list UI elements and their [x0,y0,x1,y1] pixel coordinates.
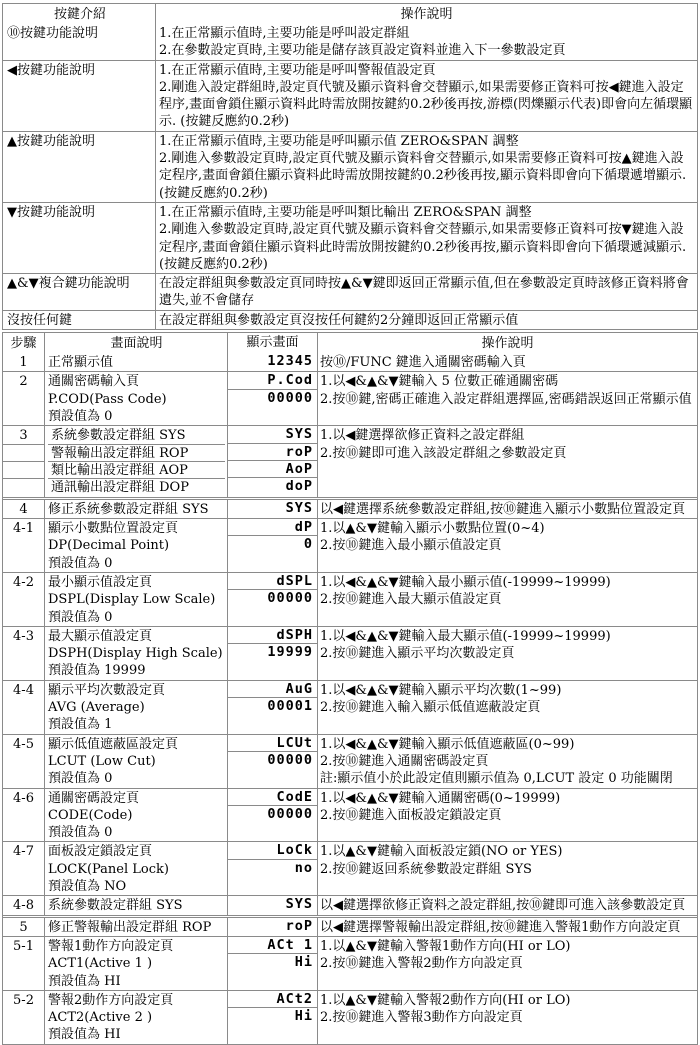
operation-line: 2.按⑩鍵進入通關密碼設定頁 [320,753,489,769]
display-cell [228,842,318,895]
step-row [3,990,697,1044]
display-cell [228,681,318,734]
screen-description-line: 通關密碼輸入頁 [48,374,140,390]
key-function-table [2,3,698,330]
step-row [3,841,697,895]
seven-segment-value: LoCk [228,842,317,859]
step-row [3,497,697,518]
key-name: ▲&▼複合鍵功能說明 [3,274,156,310]
seven-segment-value: 12345 [267,353,313,370]
operation-cell [318,842,697,895]
operation-line: 1.以◀&▲&▼鍵輸入 5 位數正確通關密碼 [320,374,559,390]
key-name: ⑩按鍵功能說明 [3,24,156,60]
steps-table-body [3,353,697,1044]
step-row [3,626,697,680]
seven-segment-value: AoP [228,461,317,478]
screen-description-cell [45,372,228,425]
operation-line: 2.按⑩鍵,密碼正確進入設定群組選擇區,密碼錯誤返回正常顯示值 [320,391,692,407]
screen-description-line: 修正系統參數設定群組 SYS [48,501,209,517]
screen-description-line: 通關密碼設定頁 [48,790,140,806]
display-cell [228,991,318,1044]
operation-cell [318,372,697,425]
key-description [156,274,697,310]
operation-line: 1.以◀&▲&▼鍵輸入通關密碼(0~19999) [320,790,561,806]
screen-description-line: 預設值為 0 [48,408,113,424]
operation-line: 2.按⑩鍵進入警報2動作方向設定頁 [320,956,523,972]
description-line: 在設定群組與參數設定頁沒按任何鍵約2分鐘即返回正常顯示值 [159,312,519,328]
seven-segment-value: 00000 [267,805,313,822]
step-subcell: 3 [3,427,44,444]
screen-description-cell [45,918,228,936]
screen-description-line: 修正警報輸出設定群組 ROP [48,919,212,935]
seven-segment-value: Hi [294,1008,313,1025]
seven-segment-value: no [294,859,313,876]
screen-description-cell [45,627,228,680]
step-cell: 4-2 [3,573,45,626]
step-subcell [3,445,44,462]
key-description [156,132,697,202]
operation-line: 2.按⑩鍵即可進入該設定群組之參數設定頁 [320,445,567,461]
screen-description-cell [45,991,228,1044]
description-line: 1.在正常顯示值時,主要功能是呼叫類比輸出 ZERO&SPAN 調整 [159,204,532,220]
step-cell: 4-4 [3,681,45,734]
operation-line: 1.以▲&▼鍵輸入顯示小數點位置(0~4) [320,521,545,537]
step-row [3,680,697,734]
column-header-step: 步驟 [3,333,45,353]
seven-segment-value: SYS [285,499,313,516]
display-cell [228,519,318,572]
screen-description-cell [45,681,228,734]
step-cell [3,426,45,497]
operation-cell [318,991,697,1044]
seven-segment-value: ACt 1 [228,937,317,954]
seven-segment-value: ACt2 [228,991,317,1008]
step-cell: 4-8 [3,896,45,914]
description-line: 2.在參數設定頁時,主要功能是儲存該頁設定資料並進入下一參數設定頁 [159,43,566,59]
key-description [156,61,697,131]
seven-segment-value: AuG [228,681,317,698]
key-name: 沒按任何鍵 [3,311,156,329]
key-name: ◀按鍵功能說明 [3,61,156,131]
description-line: 1.在正常顯示值時,主要功能是呼叫設定群組 [159,26,410,41]
screen-description-cell [45,519,228,572]
column-header-key-intro: 按鍵介紹 [3,4,156,24]
key-table-row [3,310,697,329]
operation-line: 以◀鍵選擇系統參數設定群組,按⑩鍵進入顯示小數點位置設定頁 [320,501,686,517]
screen-description-line: 預設值為 0 [48,825,113,841]
screen-description-line: 顯示低值遮蔽區設定頁 [48,736,179,752]
step-cell: 4-3 [3,627,45,680]
screen-description-line: 預設值為 HI [48,973,121,989]
display-cell [228,735,318,788]
screen-description-line: 預設值為 1 [48,717,113,733]
description-line: 在設定群組與參數設定頁同時按▲&▼鍵即返回正常顯示值,但在參數設定頁時該修正資料將會遺失,並不會儲存 [159,276,689,309]
operation-line: 2.按⑩鍵進入顯示平均次數設定頁 [320,646,515,662]
operation-line: 2.按⑩鍵進入最小顯示值設定頁 [320,538,502,554]
step-row [3,425,697,497]
step-row [3,895,697,914]
seven-segment-value: LCUt [228,735,317,752]
key-description [156,24,697,60]
operation-cell [318,627,697,680]
screen-description-cell [45,937,228,990]
step-row [3,936,697,990]
screen-description-line: 警報1動作方向設定頁 [48,938,174,954]
screen-description-line: 類比輸出設定群組 AOP [48,462,225,479]
screen-description-line: AVG (Average) [48,700,145,716]
step-cell: 4-6 [3,789,45,842]
operation-line: 2.按⑩鍵返回系統參數設定群組 SYS [320,861,532,877]
display-cell [228,426,318,497]
column-header-display-screen: 顯示畫面 [228,333,318,353]
screen-description-line: DSPH(Display High Scale) [48,646,223,662]
key-name: ▼按鍵功能說明 [3,203,156,273]
display-cell [228,500,318,518]
step-row [3,788,697,842]
step-cell: 4-1 [3,519,45,572]
display-cell [228,573,318,626]
display-cell [228,353,318,371]
key-table-row [3,60,697,131]
operation-cell [318,426,697,497]
operation-steps-table [2,332,698,1045]
display-cell [228,918,318,936]
operation-line: 以◀鍵選擇警報輸出設定群組,按⑩鍵進入警報1動作方向設定頁 [320,919,681,935]
step-subcell [3,479,44,496]
display-cell [228,896,318,914]
seven-segment-value: dSPH [228,627,317,644]
screen-description-line: 顯示小數點位置設定頁 [48,521,179,537]
operation-line: 2.按⑩鍵進入最大顯示值設定頁 [320,592,502,608]
operation-line: 1.以◀鍵選擇欲修正資料之設定群組 [320,428,525,444]
screen-description-line: LCUT (Low Cut) [48,753,156,769]
screen-description-line: CODE(Code) [48,807,133,823]
seven-segment-value: SYS [285,896,313,913]
operation-line: 2.按⑩鍵進入面板設定鎖設定頁 [320,807,502,823]
screen-description-line: 顯示平均次數設定頁 [48,682,166,698]
operation-line: 1.以◀&▲&▼鍵輸入顯示平均次數(1~99) [320,682,562,698]
screen-description-line: 面板設定鎖設定頁 [48,844,153,860]
key-table-header-row [3,4,697,24]
screen-description-line: DP(Decimal Point) [48,538,170,554]
display-cell [228,372,318,425]
step-cell: 4 [3,500,45,518]
column-header-operation: 操作說明 [400,7,453,22]
description-line: 1.在正常顯示值時,主要功能是呼叫顯示值 ZERO&SPAN 調整 [159,133,519,149]
step-row [3,518,697,572]
key-table-row [3,24,697,60]
operation-line: 1.以◀&▲&▼鍵輸入顯示低值遮蔽區(0~99) [320,736,575,752]
step-cell: 5-2 [3,991,45,1044]
step-cell: 2 [3,372,45,425]
key-name: ▲按鍵功能說明 [3,132,156,202]
display-cell [228,937,318,990]
operation-cell [318,735,697,788]
description-line: 2.剛進入設定群組時,設定頁代號及顯示資料會交替顯示,如果需要修正資料可按◀鍵進入設定程序,畫面會鎖住顯示資料此時需放開按鍵約0.2秒後再按,游標(閃爍顯示代表)即會向左循環顯示. (按鍵反應約0.2秒) [159,79,693,130]
operation-line: 2.按⑩鍵進入輸入顯示低值遮蔽設定頁 [320,700,541,716]
operation-line: 按⑩/FUNC 鍵進入通關密碼輸入頁 [320,355,526,371]
display-cell [228,627,318,680]
screen-description-line: 預設值為 0 [48,771,113,787]
screen-description-cell [45,500,228,518]
step-cell: 4-7 [3,842,45,895]
operation-line: 以◀鍵選擇欲修正資料之設定群組,按⑩鍵即可進入該參數設定頁 [320,898,686,914]
key-table-row [3,273,697,310]
screen-description-cell [45,573,228,626]
seven-segment-value: roP [228,444,317,461]
step-cell: 4-5 [3,735,45,788]
operation-cell [318,519,697,572]
steps-table-header-row [3,333,697,353]
screen-description-cell [45,353,228,371]
screen-description-line: LOCK(Panel Lock) [48,861,169,877]
operation-line: 1.以▲&▼鍵輸入警報1動作方向(HI or LO) [320,938,571,954]
step-row [3,734,697,788]
screen-description-line: 預設值為 19999 [48,663,146,679]
screen-description-line: 正常顯示值 [48,355,114,371]
operation-line: 1.以◀&▲&▼鍵輸入最大顯示值(-19999~19999) [320,628,611,644]
screen-description-line: DSPL(Display Low Scale) [48,592,216,608]
screen-description-line: 預設值為 NO [48,879,127,895]
screen-description-line: 預設值為 HI [48,1027,121,1043]
operation-line: 1.以▲&▼鍵輸入警報2動作方向(HI or LO) [320,992,571,1008]
description-line: 2.剛進入參數設定頁時,設定頁代號及顯示資料會交替顯示,如果需要修正資料可按▲鍵進入設定程序,畫面會鎖住顯示資料此時需放開按鍵約0.2秒後再按,顯示資料即會向下循環遞增顯示. (按鍵反應約0.2秒) [159,151,687,201]
step-cell: 5-1 [3,937,45,990]
key-description [156,311,697,329]
operation-line: 2.按⑩鍵進入警報3動作方向設定頁 [320,1010,523,1026]
step-row [3,915,697,936]
key-table-body [3,24,697,329]
screen-description-cell [45,789,228,842]
column-header-screen-description: 畫面說明 [45,333,228,353]
operation-cell [318,937,697,990]
screen-description-cell [45,426,228,497]
seven-segment-value: 0 [303,536,313,553]
key-table-row [3,131,697,202]
operation-line: 1.以▲&▼鍵輸入面板設定鎖(NO or YES) [320,844,563,860]
operation-line: 1.以◀&▲&▼鍵輸入最小顯示值(-19999~19999) [320,574,611,590]
operation-cell [318,918,697,936]
seven-segment-value: doP [285,478,313,495]
operation-cell [318,573,697,626]
screen-description-line: 最大顯示值設定頁 [48,628,153,644]
operation-cell [318,896,697,914]
operation-cell [318,681,697,734]
screen-description-line: 系統參數設定群組 SYS [48,427,225,444]
seven-segment-value: 00000 [267,752,313,769]
seven-segment-value: P.Cod [228,372,317,389]
screen-description-cell [45,842,228,895]
operation-cell [318,789,697,842]
seven-segment-value: dSPL [228,573,317,590]
seven-segment-value: SYS [228,426,317,443]
description-line: 2.剛進入參數設定頁時,設定頁代號及顯示資料會交替顯示,如果需要修正資料可按▼鍵進入設定程序,畫面會鎖住顯示資料此時需放開按鍵約0.2秒後再按,顯示資料即會向下循環遞減顯示. (按鍵反應約0.2秒) [159,222,687,272]
operation-cell [318,500,697,518]
seven-segment-value: CodE [228,789,317,806]
step-row [3,572,697,626]
screen-description-line: P.COD(Pass Code) [48,391,167,407]
description-line: 1.在正常顯示值時,主要功能是呼叫警報值設定頁 [159,62,436,78]
seven-segment-value: 19999 [267,644,313,661]
key-table-row [3,202,697,273]
column-header-operation: 操作說明 [481,336,534,352]
screen-description-line: 警報輸出設定群組 ROP [48,445,225,462]
step-cell: 5 [3,918,45,936]
screen-description-cell [45,735,228,788]
display-cell [228,789,318,842]
screen-description-cell [45,896,228,914]
screen-description-line: 警報2動作方向設定頁 [48,992,174,1008]
step-row [3,371,697,425]
seven-segment-value: roP [285,917,313,934]
seven-segment-value: 00000 [267,389,313,406]
seven-segment-value: dP [228,519,317,536]
step-row [3,353,697,371]
operation-line: 註:顯示值小於此設定值則顯示值為 0,LCUT 設定 0 功能關閉 [320,771,673,787]
screen-description-line: 最小顯示值設定頁 [48,574,153,590]
screen-description-line: 預設值為 0 [48,609,113,625]
screen-description-line: 通訊輸出設定群組 DOP [51,480,189,496]
operation-cell [318,353,697,371]
key-description [156,203,697,273]
screen-description-line: ACT1(Active 1 ) [48,956,153,972]
seven-segment-value: 00000 [267,590,313,607]
screen-description-line: ACT2(Active 2 ) [48,1010,153,1026]
seven-segment-value: 00001 [267,698,313,715]
screen-description-line: 預設值為 0 [48,555,113,571]
step-subcell [3,462,44,479]
seven-segment-value: Hi [294,954,313,971]
step-cell: 1 [3,353,45,371]
screen-description-line: 系統參數設定群組 SYS [48,898,183,914]
